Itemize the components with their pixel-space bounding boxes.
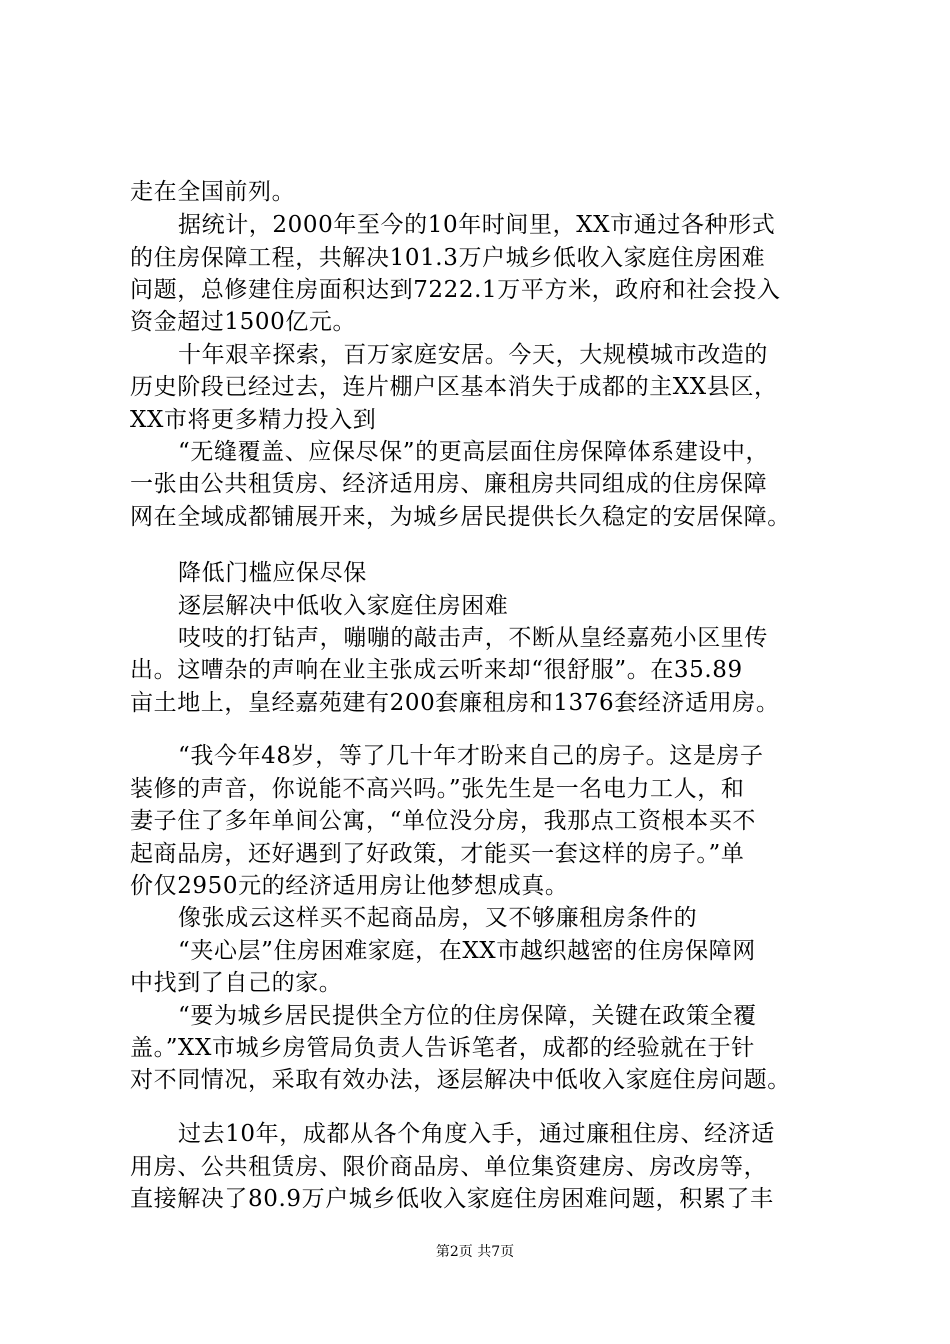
text-line: 起商品房，还好遇到了好政策，才能买一套这样的房子。”单	[130, 841, 745, 867]
text-line: 历史阶段已经过去，连片棚户区基本消失于成都的主XX县区，	[130, 374, 778, 400]
text-line: 亩土地上，皇经嘉苑建有200套廉租房和1376套经济适用房。	[130, 690, 780, 716]
text-line: 直接解决了80.9万户城乡低收入家庭住房困难问题，积累了丰	[130, 1186, 774, 1212]
paragraph-start: 据统计，2000年至今的10年时间里，XX市通过各种形式	[178, 212, 776, 238]
text-line: 网在全域成都铺展开来，为城乡居民提供长久稳定的安居保障。	[130, 504, 791, 530]
paragraph-start: 吱吱的打钻声，嘣嘣的敲击声，不断从皇经嘉苑小区里传	[178, 625, 768, 651]
text-line: 出。这嘈杂的声响在业主张成云听来却“很舒服”。在35.89	[130, 657, 743, 683]
paragraph-start: “夹心层”住房困难家庭，在XX市越织越密的住房保障网	[178, 938, 756, 964]
text-line: 一张由公共租赁房、经济适用房、廉租房共同组成的住房保障	[130, 471, 768, 497]
section-subheading: 逐层解决中低收入家庭住房困难	[178, 593, 509, 619]
text-line: 的住房保障工程，共解决101.3万户城乡低收入家庭住房困难	[130, 245, 766, 271]
text-line: 装修的声音，你说能不高兴吗。”张先生是一名电力工人，和	[130, 776, 745, 802]
paragraph-start: “无缝覆盖、应保尽保”的更高层面住房保障体系建设中，	[178, 439, 770, 465]
text-line: 中找到了自己的家。	[130, 970, 343, 996]
text-line: 价仅2950元的经济适用房让他梦想成真。	[130, 873, 569, 899]
text-line: 妻子住了多年单间公寓，“单位没分房，我那点工资根本买不	[130, 808, 756, 834]
text-line: 对不同情况，采取有效办法，逐层解决中低收入家庭住房问题。	[130, 1067, 791, 1093]
paragraph-start: “我今年48岁，等了几十年才盼来自己的房子。这是房子	[178, 743, 764, 769]
paragraph-start: 像张成云这样买不起商品房，又不够廉租房条件的	[178, 905, 698, 931]
text-line: XX市将更多精力投入到	[130, 407, 377, 433]
text-line: 盖。”XX市城乡房管局负责人告诉笔者，成都的经验就在于针	[130, 1035, 755, 1061]
text-line: 用房、公共租赁房、限价商品房、单位集资建房、房改房等，	[130, 1154, 768, 1180]
text-line: 资金超过1500亿元。	[130, 309, 357, 335]
text-line: 问题，总修建住房面积达到7222.1万平方米，政府和社会投入	[130, 277, 781, 303]
page-footer: 第2页 共7页	[435, 1244, 515, 1260]
paragraph-start: 十年艰辛探索，百万家庭安居。今天，大规模城市改造的	[178, 342, 768, 368]
paragraph-start: 过去10年，成都从各个角度入手，通过廉租住房、经济适	[178, 1121, 775, 1147]
paragraph-start: “要为城乡居民提供全方位的住房保障，关键在政策全覆	[178, 1003, 757, 1029]
section-heading: 降低门槛应保尽保	[178, 560, 367, 586]
text-line: 走在全国前列。	[130, 179, 296, 205]
